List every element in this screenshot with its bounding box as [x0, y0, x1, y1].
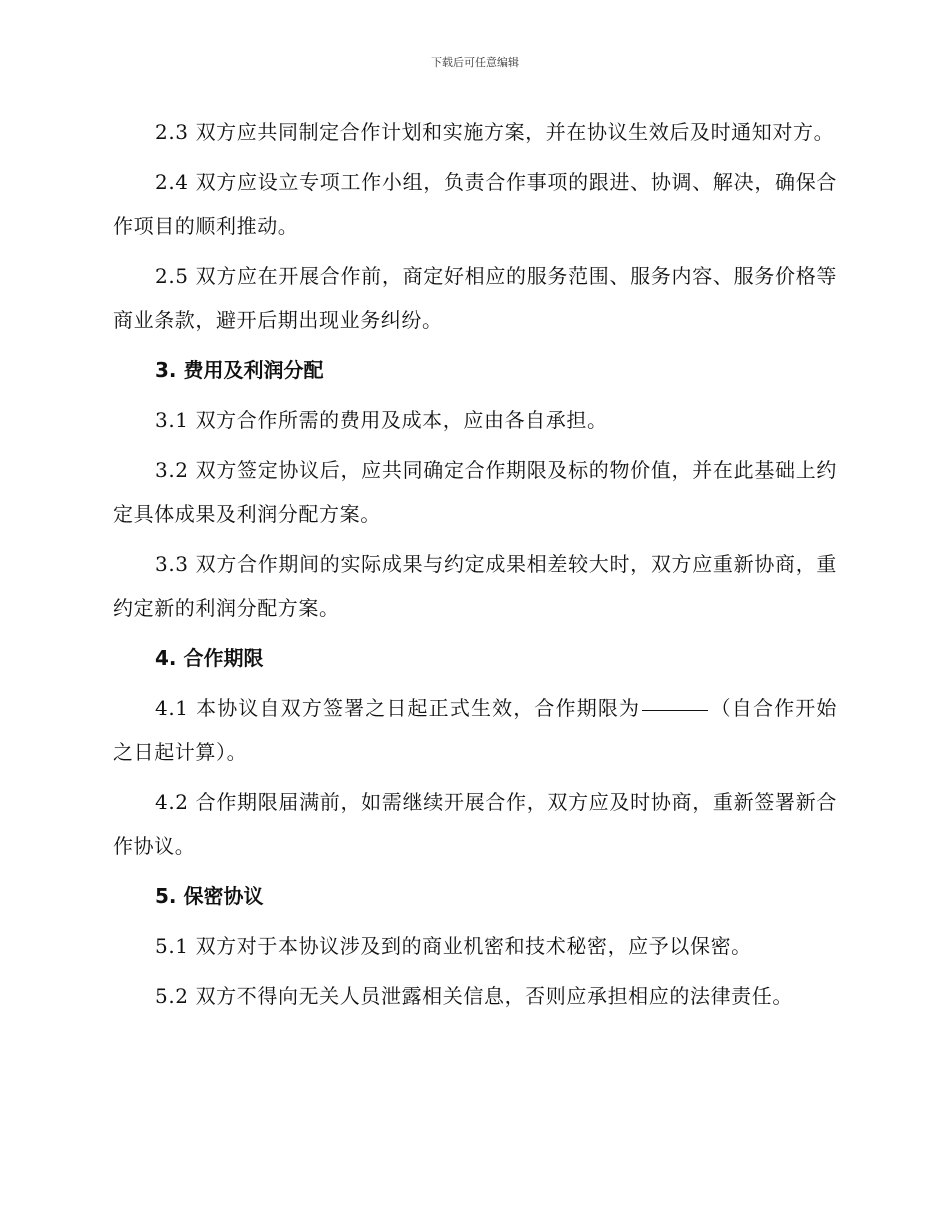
section-heading-4: 4. 合作期限 — [155, 646, 264, 670]
clause-2-5: 2.5 双方应在开展合作前，商定好相应的服务范围、服务内容、服务价格等商业条款，避开后期出现业务纠纷。 — [113, 264, 837, 332]
clause-3-3: 3.3 双方合作期间的实际成果与约定成果相差较大时，双方应重新协商，重约定新的利润分配方案。 — [113, 552, 837, 620]
clause-4-1-text-a: 4.1 本协议自双方签署之日起正式生效，合作期限为 — [155, 696, 641, 720]
clause-4-2: 4.2 合作期限届满前，如需继续开展合作，双方应及时协商，重新签署新合作协议。 — [113, 790, 837, 858]
clause-5-2: 5.2 双方不得向无关人员泄露相关信息，否则应承担相应的法律责任。 — [155, 984, 793, 1008]
clause-5-1: 5.1 双方对于本协议涉及到的商业机密和技术秘密，应予以保密。 — [155, 934, 752, 958]
clause-3-2: 3.2 双方签定协议后，应共同确定合作期限及标的物价值，并在此基础上约定具体成果及利润分配方案。 — [113, 458, 837, 526]
page-header: 下载后可任意编辑 — [431, 56, 519, 69]
clause-2-4: 2.4 双方应设立专项工作小组，负责合作事项的跟进、协调、解决，确保合作项目的顺利推动。 — [113, 170, 837, 238]
document-body — [113, 110, 837, 1024]
section-heading-5: 5. 保密协议 — [155, 884, 264, 908]
fill-in-blank — [642, 709, 708, 711]
clause-3-1: 3.1 双方合作所需的费用及成本，应由各自承担。 — [155, 408, 608, 432]
clause-4-1 — [113, 686, 837, 774]
section-heading-3: 3. 费用及利润分配 — [155, 358, 324, 382]
clause-2-3: 2.3 双方应共同制定合作计划和实施方案，并在协议生效后及时通知对方。 — [155, 120, 835, 144]
clause-4-1-text-b: （自合作开始之日起计算）。 — [113, 696, 837, 764]
